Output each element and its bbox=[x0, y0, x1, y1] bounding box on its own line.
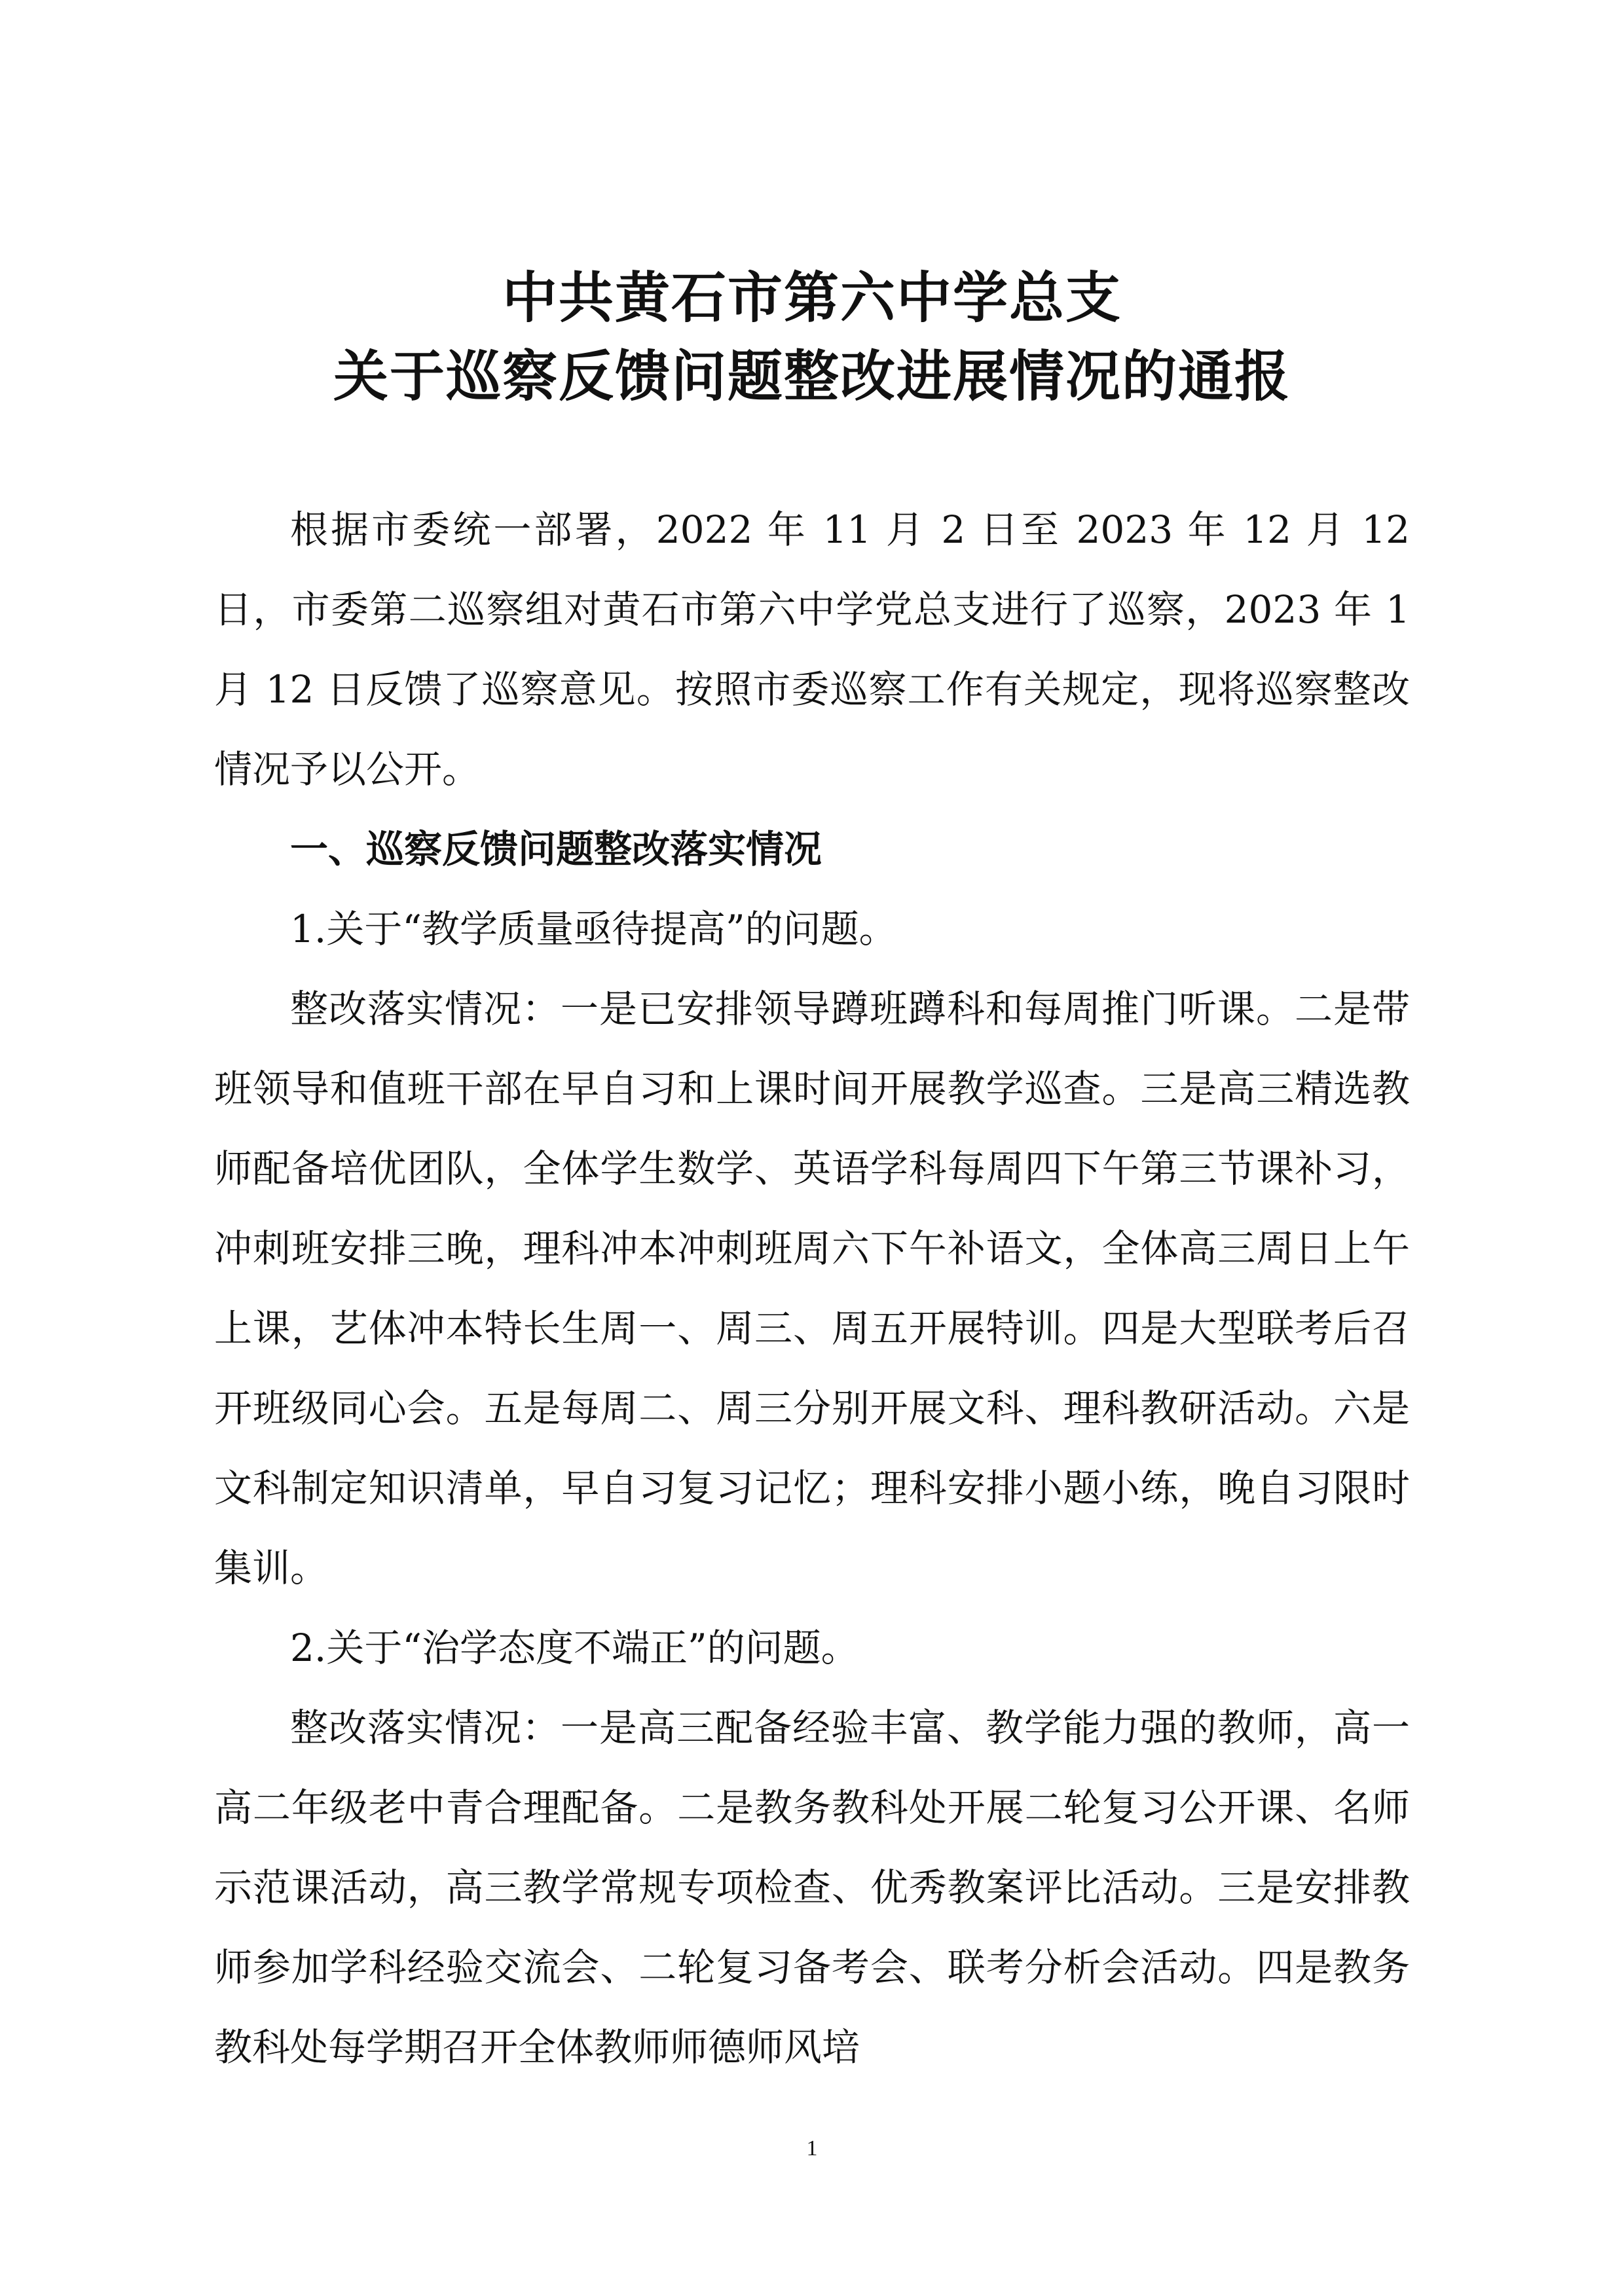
document-body bbox=[214, 490, 1410, 2087]
issue-2-title: 2.关于“治学态度不端正”的问题。 bbox=[290, 1626, 859, 1670]
title-line-2: 关于巡察反馈问题整改进展情况的通报 bbox=[333, 344, 1291, 409]
page-number: 1 bbox=[806, 2136, 818, 2160]
issue-2-rectification: 整改落实情况：一是高三配备经验丰富、教学能力强的教师，高一高二年级老中青合理配备。二是教务教科处开展二轮复习公开课、名师示范课活动，高三教学常规专项检查、优秀教案评比活动。三是安排教师参加学科经验交流会、二轮复习备考会、联考分析会活动。四是教务教科处每学期召开全体教师师德师风培 bbox=[214, 1705, 1410, 2069]
intro-paragraph: 根据市委统一部署，2022 年 11 月 2 日至 2023 年 12 月 12 日，市委第二巡察组对黄石市第六中学党总支进行了巡察，2023 年 1 月 12 日反馈了巡察意见。按照市委巡察工作有关规定，现将巡察整改情况予以公开。 bbox=[214, 507, 1410, 792]
document-title bbox=[0, 259, 1624, 416]
section-heading: 一、巡察反馈问题整改落实情况 bbox=[290, 827, 822, 871]
title-line-1: 中共黄石市第六中学总支 bbox=[502, 265, 1122, 330]
issue-1-rectification: 整改落实情况：一是已安排领导蹲班蹲科和每周推门听课。二是带班领导和值班干部在早自习和上课时间开展教学巡查。三是高三精选教师配备培优团队，全体学生数学、英语学科每周四下午第三节课补习，冲刺班安排三晚，理科冲本冲刺班周六下午补语文，全体高三周日上午上课，艺体冲本特长生周一、周三、周五开展特训。四是大型联考后召开班级同心会。五是每周二、周三分别开展文科、理科教研活动。六是文科制定知识清单，早自习复习记忆；理科安排小题小练，晚自习限时集训。 bbox=[214, 987, 1410, 1590]
issue-1-title: 1.关于“教学质量亟待提高”的问题。 bbox=[290, 907, 897, 951]
